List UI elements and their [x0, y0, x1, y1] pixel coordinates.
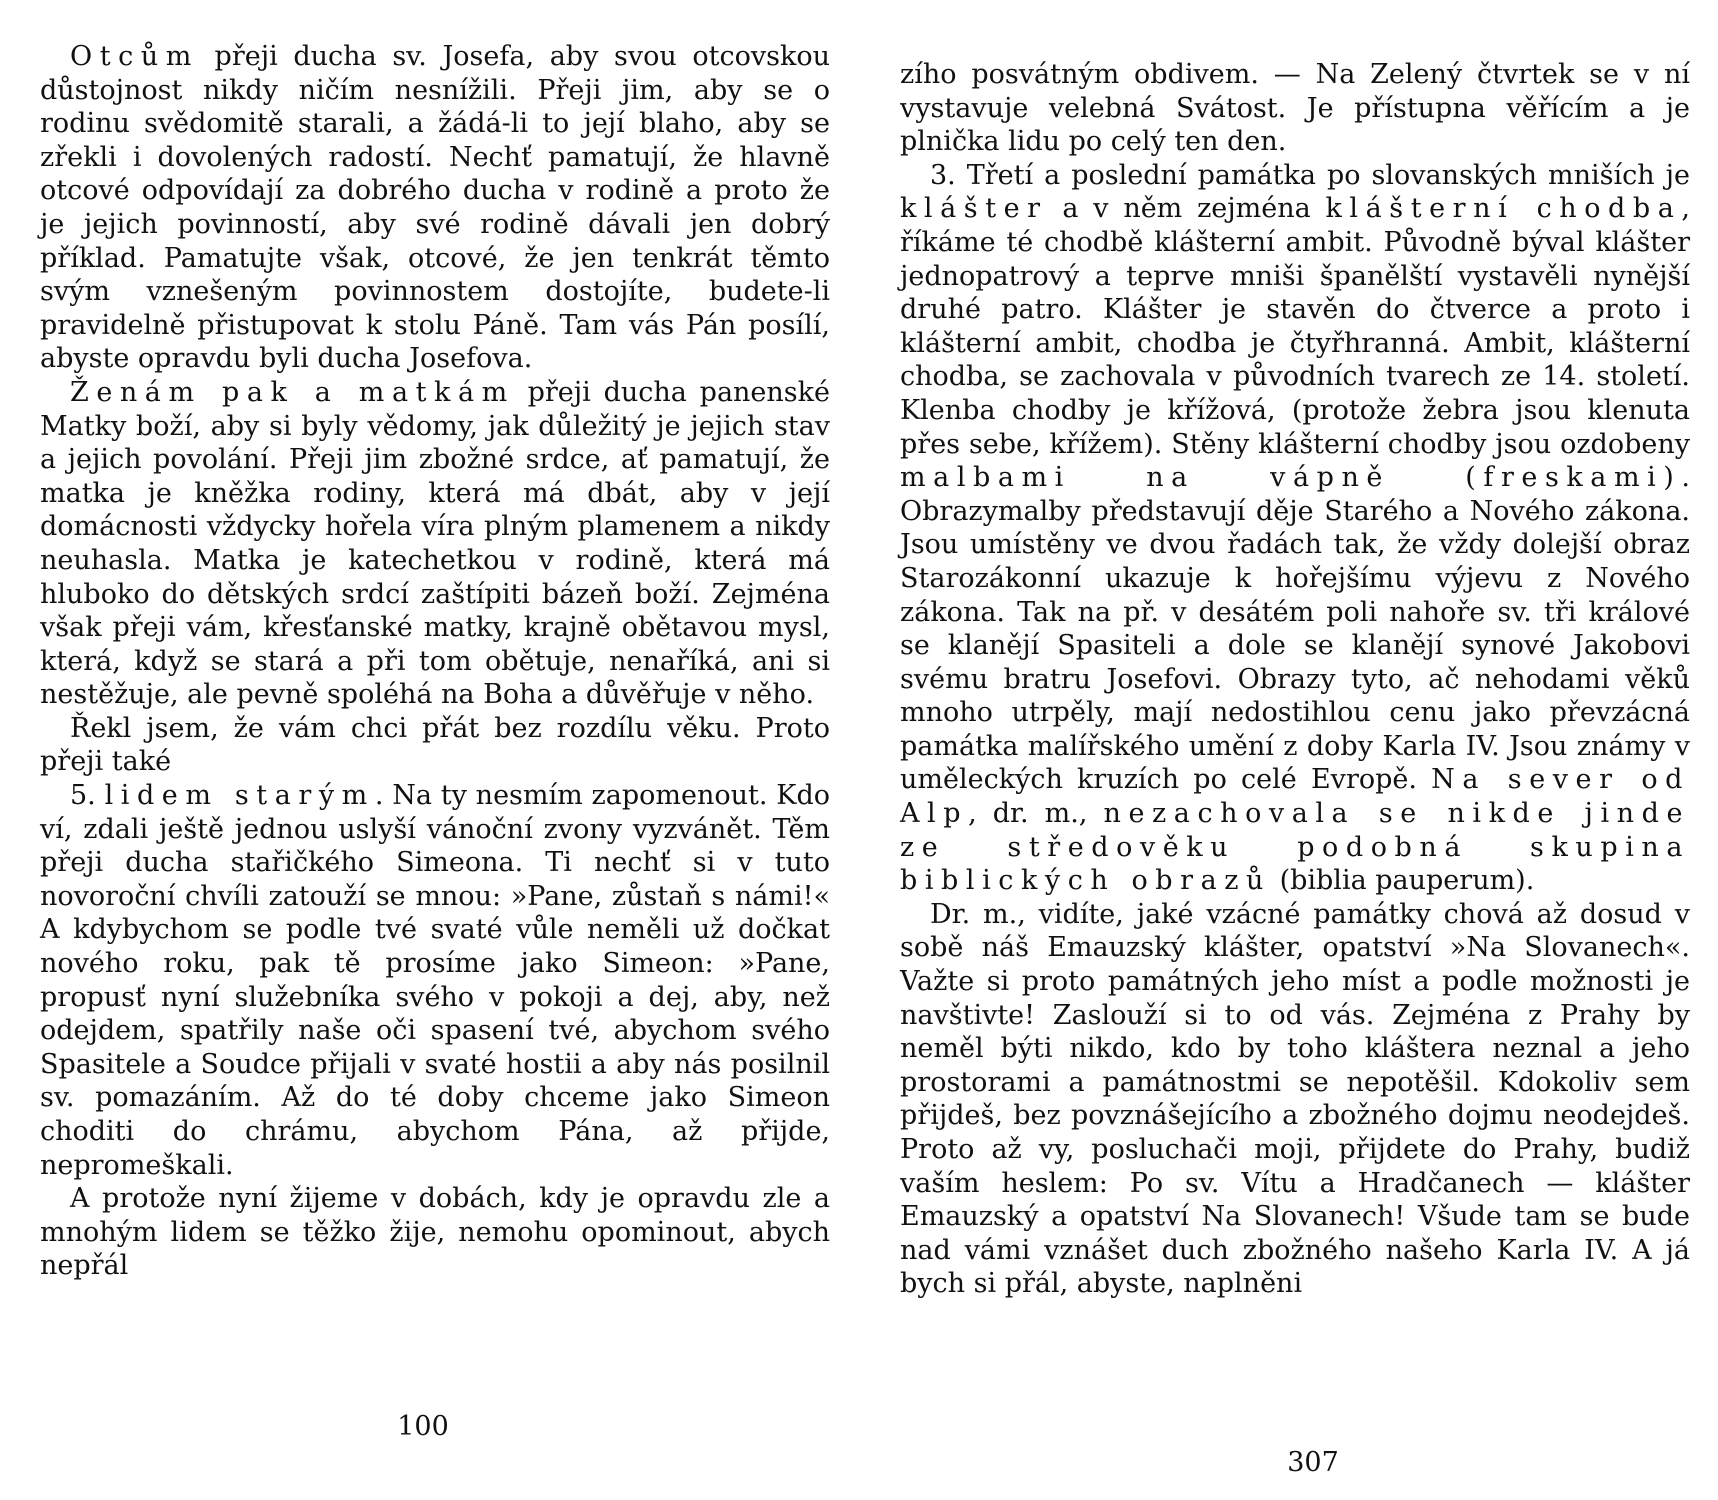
paragraph-hard-times — [40, 1182, 830, 1283]
spaced-emphasis: lidem starým — [104, 780, 375, 812]
paragraph-elderly — [40, 779, 830, 1182]
paragraph-mothers — [40, 376, 830, 712]
paragraph-text: , dr. m., — [968, 798, 1104, 830]
spaced-emphasis: Ženám pak a matkám — [70, 376, 515, 408]
spaced-emphasis: malbami na vápně (freskami) — [900, 462, 1682, 494]
paragraph-text: , říkáme té chodbě klášterní ambit. Původně býval klášter jednopatrový a teprve mniši španělští vystavěli nynější druhé patro. Klášter je stavěn do čtverce a proto i klášterní ambit, chodba je čtyřhranná. Ambit, klášterní chodba, se zachovala v původních tvarech ze 14. století. Klenba chodby je křížová, (protože žebra jsou klenuta přes sebe, křížem). Stěny klášterní chodby jsou ozdobeny — [900, 193, 1690, 460]
paragraph-text: . Na ty nesmím zapomenout. Kdo ví, zdali ještě jednou uslyší vánoční zvony vyzvánět. Těm přeji ducha stařičkého Simeona. Ti nechť si v tuto novoroční chvíli zatouží se mnou: »Pane, zůstaň s námi!« A kdybychom se podle tvé svaté vůle neměli už dočkat nového roku, pak tě prosíme jako Simeon: »Pane, propusť nyní služebníka svého v pokoji a dej, aby, než odejdem, spatřily naše oči spasení tvé, abychom svého Spasitele a Soudce přijali v svaté hostii a aby nás posilnil sv. pomazáním. Až do té doby chceme jako Simeon choditi do chrámu, abychom Pána, až přijde, nepromeškali. — [40, 780, 830, 1181]
paragraph-continuation — [900, 58, 1690, 159]
paragraph-text: . Obrazymalby představují děje Starého a Nového zákona. Jsou umístěny ve dvou řadách tak, že vždy dolejší obraz Starozákonní ukazuje k hořejšímu výjevu z Nového zákona. Tak na př. v desátém poli nahoře sv. tři králové se klanějí Spasiteli a dole se klanějí synové Jakobovi svému bratru Josefovi. Obrazy tyto, ač nehodami věků mnoho utrpěly, mají nedostihlou cenu jako převzácná památka malířského umění z doby Karla IV. Jsou známy v uměleckých kruzích po celé Evropě. — [900, 462, 1690, 796]
paragraph-text: 3. Třetí a poslední památka po slovanských mniších je — [930, 159, 1690, 191]
left-page — [40, 0, 830, 1500]
paragraph-text: a v něm zejména — [1047, 193, 1326, 225]
spaced-emphasis: Na sever od Alp — [900, 764, 1690, 830]
paragraph-text: Dr. m., vidíte, jaké vzácné památky chová až dosud v sobě náš Emauzský klášter, opatství »Na Slovanech«. Važte si proto památných jeho míst a podle možnosti je navštivte! Zaslouží si to od vás. Zejména z Prahy by neměl býti nikdo, kdo by toho kláštera neznal a jeho prostorami a památnostmi se nepotěšil. Kdokoliv sem přijdeš, bez povznášejícího a zbožného dojmu neodejdeš. Proto až vy, posluchači moji, přijdete do Prahy, budiž vaším heslem: Po sv. Vítu a Hradčanech — klášter Emauzský a opatství Na Slovanech! Všude tam se bude nad vámi vznášet duch zbožného našeho Karla IV. A já bych si přál, abyste, naplněni — [900, 898, 1690, 1300]
right-page — [900, 0, 1690, 1500]
spaced-emphasis: klášterní chodba — [1325, 193, 1682, 225]
right-text-column — [900, 58, 1690, 1301]
page-number: 100 — [397, 1411, 449, 1442]
paragraph-emmaus — [900, 898, 1690, 1301]
paragraph-text: zího posvátným obdivem. — Na Zelený čtvrtek se v ní vystavuje velebná Svátost. Je přístupna věřícím a je plnička lidu po celý ten den. — [900, 59, 1690, 158]
paragraph-fathers — [40, 40, 830, 376]
paragraph-text: A protože nyní žijeme v dobách, kdy je opravdu zle a mnohým lidem se těžko žije, nemohu opominout, abych nepřál — [40, 1183, 830, 1282]
paragraph-cloister — [900, 159, 1690, 898]
spaced-emphasis: klášter — [900, 193, 1048, 225]
spaced-emphasis: nezachovala se nikde jinde ze středověku podobná skupina biblických obrazů — [900, 798, 1690, 897]
paragraph-text: přeji ducha sv. Josefa, aby svou otcovskou důstojnost nikdy ničím nesnížili. Přeji jim, aby se o rodinu svědomitě starali, a žádá-li to její blaho, aby se zřekli i dovolených radostí. Nechť pamatují, že hlavně otcové odpovídají za dobrého ducha v rodině a proto že je jejich povinností, aby své rodině dávali jen dobrý příklad. Pamatujte však, otcové, že jen tenkrát těmto svým vznešeným povinnostem dostojíte, budete-li pravidelně přistupovat k stolu Páně. Tam vás Pán posílí, abyste opravdu byli ducha Josefova. — [40, 41, 830, 375]
spaced-emphasis: Otcům — [70, 41, 199, 72]
left-text-column — [40, 40, 830, 1283]
paragraph-text: Řekl jsem, že vám chci přát bez rozdílu věku. Proto přeji také — [40, 712, 830, 778]
list-number: 5. — [70, 780, 105, 812]
paragraph-text: (biblia pauperum). — [1270, 865, 1535, 897]
paragraph-text: přeji ducha panenské Matky boží, aby si byly vědomy, jak důležitý je jejich stav a jejich povolání. Přeji jim zbožné srdce, ať pamatují, že matka je kněžka rodiny, která má dbát, aby v její domácnosti vždycky hořela víra plným plamenem a nikdy neuhasla. Matka je katechetkou v rodině, která má hluboko do dětských srdcí zaštípiti bázeň boží. Zejména však přeji vám, křesťanské matky, krajně obětavou mysl, která, když se stará a při tom obětuje, nenaříká, ani si nestěžuje, ale pevně spoléhá na Boha a důvěřuje v něho. — [40, 376, 830, 711]
page-number: 307 — [1287, 1447, 1339, 1478]
paragraph-all-ages — [40, 712, 830, 779]
